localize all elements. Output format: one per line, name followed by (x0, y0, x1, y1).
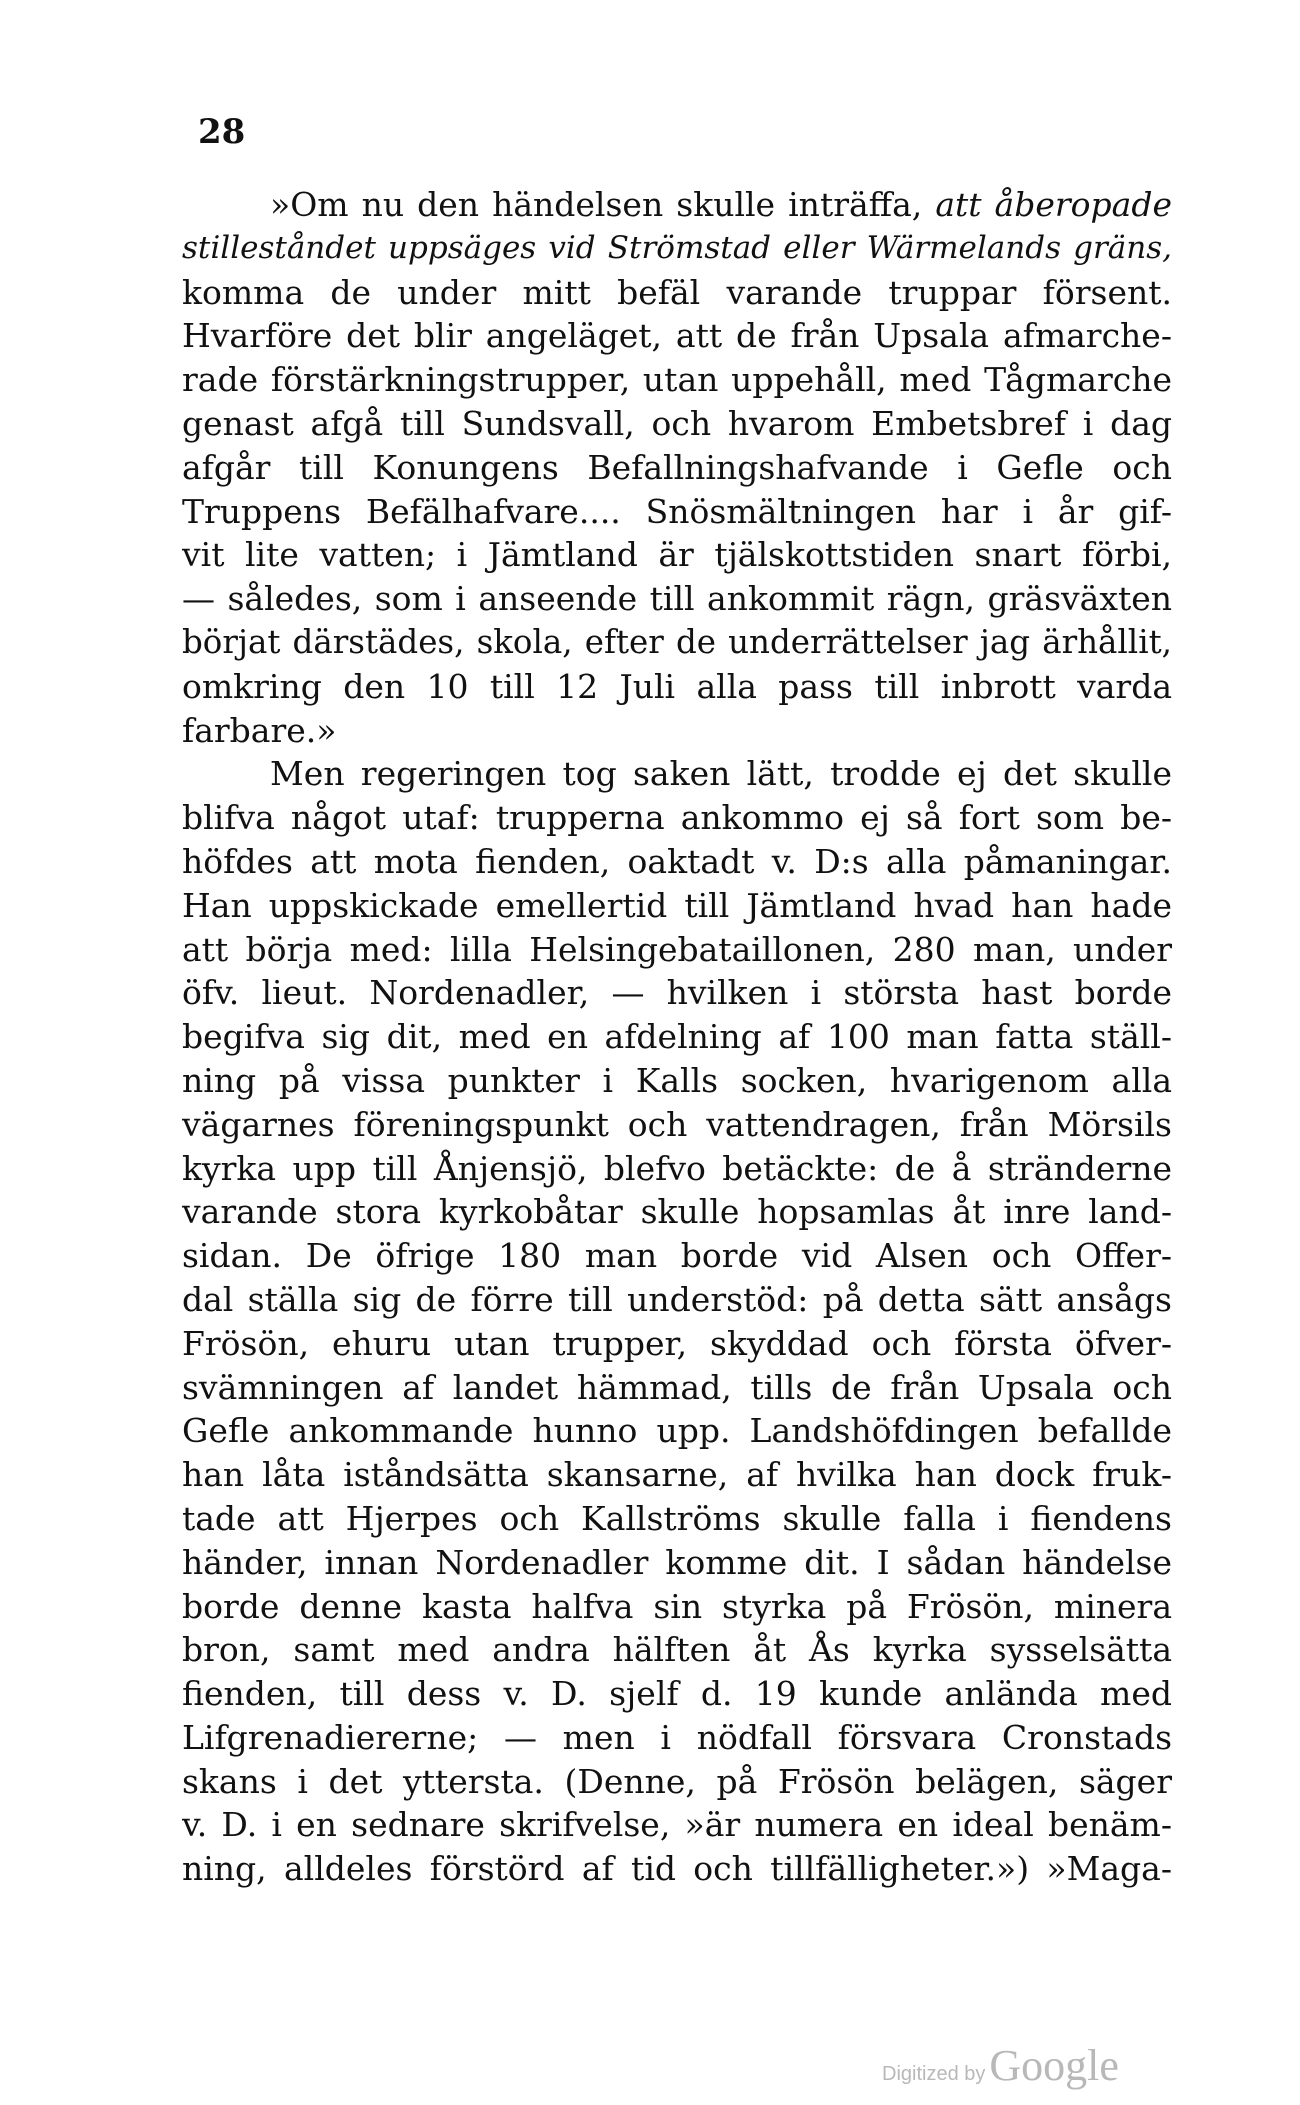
text-line (182, 227, 1172, 271)
watermark-prefix: Digitized by (882, 2063, 986, 2085)
line-text: v. D. i en sednare skrifvelse, »är numera en ideal benäm- (182, 1805, 1172, 1845)
line-text: Truppens Befälhafvare.... Snösmältningen har i år gif- (182, 491, 1172, 531)
text-line (182, 1541, 1172, 1585)
line-text: öfv. lieut. Nordenadler, — hvilken i största hast borde (182, 973, 1172, 1013)
line-text: dal ställa sig de förre till understöd: på detta sätt ansågs (182, 1279, 1172, 1319)
line-text: tade att Hjerpes och Kallströms skulle falla i fiendens (182, 1498, 1172, 1538)
line-text: fienden, till dess v. D. sjelf d. 19 kunde anlända med (182, 1674, 1172, 1714)
line-text: höfdes att mota fienden, oaktadt v. D:s alla påmaningar. (182, 841, 1172, 881)
line-text: bron, samt med andra hälften åt Ås kyrka sysselsätta (182, 1630, 1172, 1670)
line-text: — således, som i anseende till ankommit rägn, gräsväxten (182, 579, 1172, 619)
text-line (182, 183, 1172, 227)
body-text (182, 183, 1172, 1891)
text-line (182, 1760, 1172, 1804)
text-line (182, 490, 1172, 534)
line-text: Lifgrenadiererne; — men i nödfall försvara Cronstads (182, 1717, 1172, 1757)
text-line (182, 314, 1172, 358)
text-line (182, 1103, 1172, 1147)
line-text: varande stora kyrkobåtar skulle hopsamlas åt inre land- (182, 1192, 1172, 1232)
line-text: Han uppskickade emellertid till Jämtland hvad han hade (182, 885, 1172, 925)
text-line (182, 1322, 1172, 1366)
line-text: omkring den 10 till 12 Juli alla pass till inbrott varda (182, 666, 1172, 706)
text-line (182, 1278, 1172, 1322)
text-line (182, 1190, 1172, 1234)
text-line (182, 928, 1172, 972)
text-line (182, 665, 1172, 709)
text-line (182, 1366, 1172, 1410)
line-text: borde denne kasta halfva sin styrka på Frösön, minera (182, 1586, 1172, 1626)
line-text: att börja med: lilla Helsingebataillonen, 280 man, under (182, 929, 1172, 969)
text-line (182, 1147, 1172, 1191)
text-line (182, 1234, 1172, 1278)
line-text: han låta iståndsätta skansarne, af hvilka han dock fruk- (182, 1455, 1172, 1495)
line-text: Gefle ankommande hunno upp. Landshöfdingen befallde (182, 1411, 1172, 1451)
text-line (182, 1497, 1172, 1541)
text-line (182, 271, 1172, 315)
text-line (182, 709, 1172, 753)
line-text: farbare.» (182, 710, 337, 750)
text-line (182, 796, 1172, 840)
text-line (182, 1015, 1172, 1059)
text-line (182, 971, 1172, 1015)
italic-text: att åberopade (935, 185, 1172, 224)
text-line (182, 1585, 1172, 1629)
text-line (182, 533, 1172, 577)
line-text: svämningen af landet hämmad, tills de från Upsala och (182, 1367, 1172, 1407)
line-text: händer, innan Nordenadler komme dit. I sådan händelse (182, 1542, 1172, 1582)
text-line (182, 1803, 1172, 1847)
line-text: vit lite vatten; i Jämtland är tjälskottstiden snart förbi, (182, 535, 1172, 575)
line-text: ning, alldeles förstörd af tid och tillfälligheter.») »Maga- (182, 1849, 1172, 1889)
text-line (182, 1628, 1172, 1672)
italic-text: stilleståndet uppsäges vid Strömstad eller Wärmelands gräns, (182, 229, 1172, 266)
line-text: »Om nu den händelsen skulle inträffa, (270, 185, 936, 224)
line-text: ning på vissa punkter i Kalls socken, hvarigenom alla (182, 1060, 1172, 1100)
text-line (182, 1453, 1172, 1497)
line-text: kyrka upp till Ånjensjö, blefvo betäckte: de å stränderne (182, 1148, 1172, 1188)
text-line (182, 840, 1172, 884)
text-line (182, 1409, 1172, 1453)
text-line (182, 577, 1172, 621)
line-text: skans i det yttersta. (Denne, på Frösön belägen, säger (182, 1761, 1172, 1801)
line-text: genast afgå till Sundsvall, och hvarom Embetsbref i dag (182, 403, 1172, 443)
text-line (182, 884, 1172, 928)
text-line (182, 1847, 1172, 1891)
text-line (182, 752, 1172, 796)
line-text: begifva sig dit, med en afdelning af 100 man fatta ställ- (182, 1017, 1172, 1057)
line-text: rade förstärkningstrupper, utan uppehåll, med Tågmarche (182, 360, 1172, 400)
line-text: sidan. De öfrige 180 man borde vid Alsen och Offer- (182, 1236, 1172, 1276)
line-text: börjat därstädes, skola, efter de underrättelser jag ärhållit, (182, 622, 1172, 661)
line-text: blifva något utaf: trupperna ankommo ej så fort som be- (182, 798, 1172, 838)
line-text: Hvarföre det blir angeläget, att de från Upsala afmarche- (182, 316, 1172, 356)
google-logo: Google (989, 2041, 1119, 2090)
line-text: Men regeringen tog saken lätt, trodde ej det skulle (270, 754, 1172, 794)
digitized-by-google-watermark (882, 2040, 1119, 2090)
line-text: afgår till Konungens Befallningshafvande i Gefle och (182, 447, 1172, 487)
text-line (182, 1672, 1172, 1716)
text-line (182, 402, 1172, 446)
line-text: vägarnes föreningspunkt och vattendragen, från Mörsils (182, 1104, 1172, 1144)
page-number: 28 (198, 112, 246, 152)
text-line (182, 621, 1172, 665)
text-line (182, 1059, 1172, 1103)
line-text: komma de under mitt befäl varande truppar försent. (182, 272, 1172, 312)
text-line (182, 358, 1172, 402)
text-line (182, 1716, 1172, 1760)
text-line (182, 446, 1172, 490)
line-text: Frösön, ehuru utan trupper, skyddad och första öfver- (182, 1323, 1172, 1363)
